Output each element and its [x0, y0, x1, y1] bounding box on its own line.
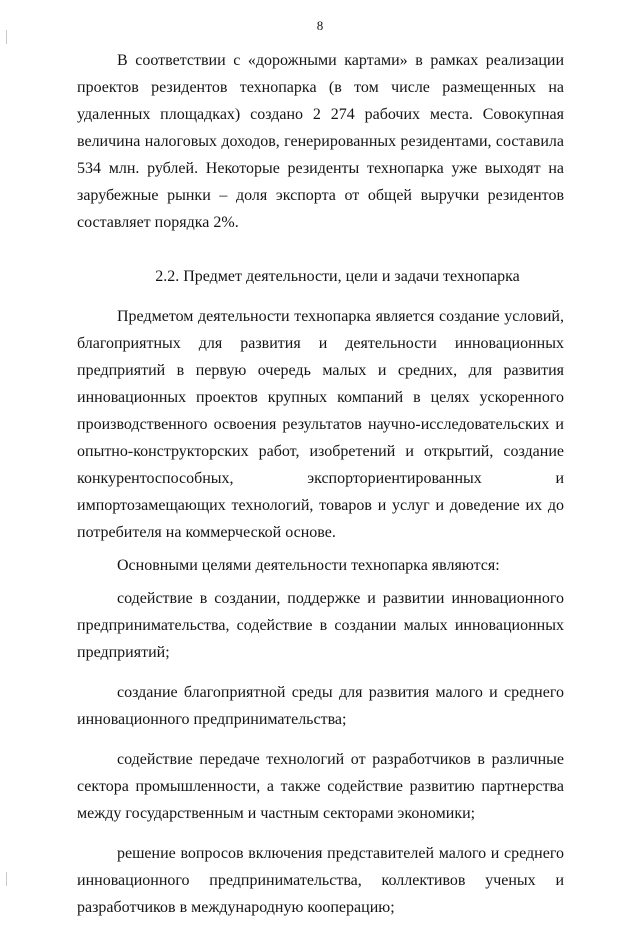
goal-item: решение вопросов включения представителей малого и среднего инновационного предпринимательства, коллективов ученых и разработчиков в международную кооперацию;	[77, 845, 564, 916]
subject-paragraph: Предметом деятельности технопарка является создание условий, благоприятных для развития и деятельности инновационных предприятий в первую очередь малых и средних, для развития инновационных проектов крупных компаний в целях ускоренного производственного освоения результатов научно-исследовательских и опытно-конструкторских работ, изобретений и открытий, создание конкурентоспособных, экспорториентированных и импортозамещающих технологий, товаров и услуг и доведение их до потребителя на коммерческой основе.	[77, 308, 564, 541]
document-body	[77, 47, 564, 934]
section-heading: 2.2. Предмет деятельности, цели и задачи технопарка	[155, 268, 520, 285]
goal-item: содействие передаче технологий от разработчиков в различные сектора промышленности, а также содействие развитию партнерства между государственным и частным секторами экономики;	[77, 751, 564, 822]
page-number: 8	[316, 18, 324, 33]
intro-paragraph: В соответствии с «дорожными картами» в рамках реализации проектов резидентов технопарка (в том числе размещенных на удаленных площадках) создано 2 274 рабочих места. Совокупная величина налоговых доходов, генерированных резидентами, составила 534 млн. рублей. Некоторые резиденты технопарка уже выходят на зарубежные рынки – доля экспорта от общей выручки резидентов составляет порядка 2%.	[77, 52, 564, 231]
goal-item: создание благоприятной среды для развития малого и среднего инновационного предпринимательства;	[77, 684, 564, 728]
goal-item: содействие в создании, поддержке и развитии инновационного предпринимательства, содействие в создании малых инновационных предприятий;	[77, 590, 564, 661]
scan-margin-mark-bottom	[6, 872, 7, 886]
goals-intro: Основными целями деятельности технопарка являются:	[117, 557, 500, 574]
